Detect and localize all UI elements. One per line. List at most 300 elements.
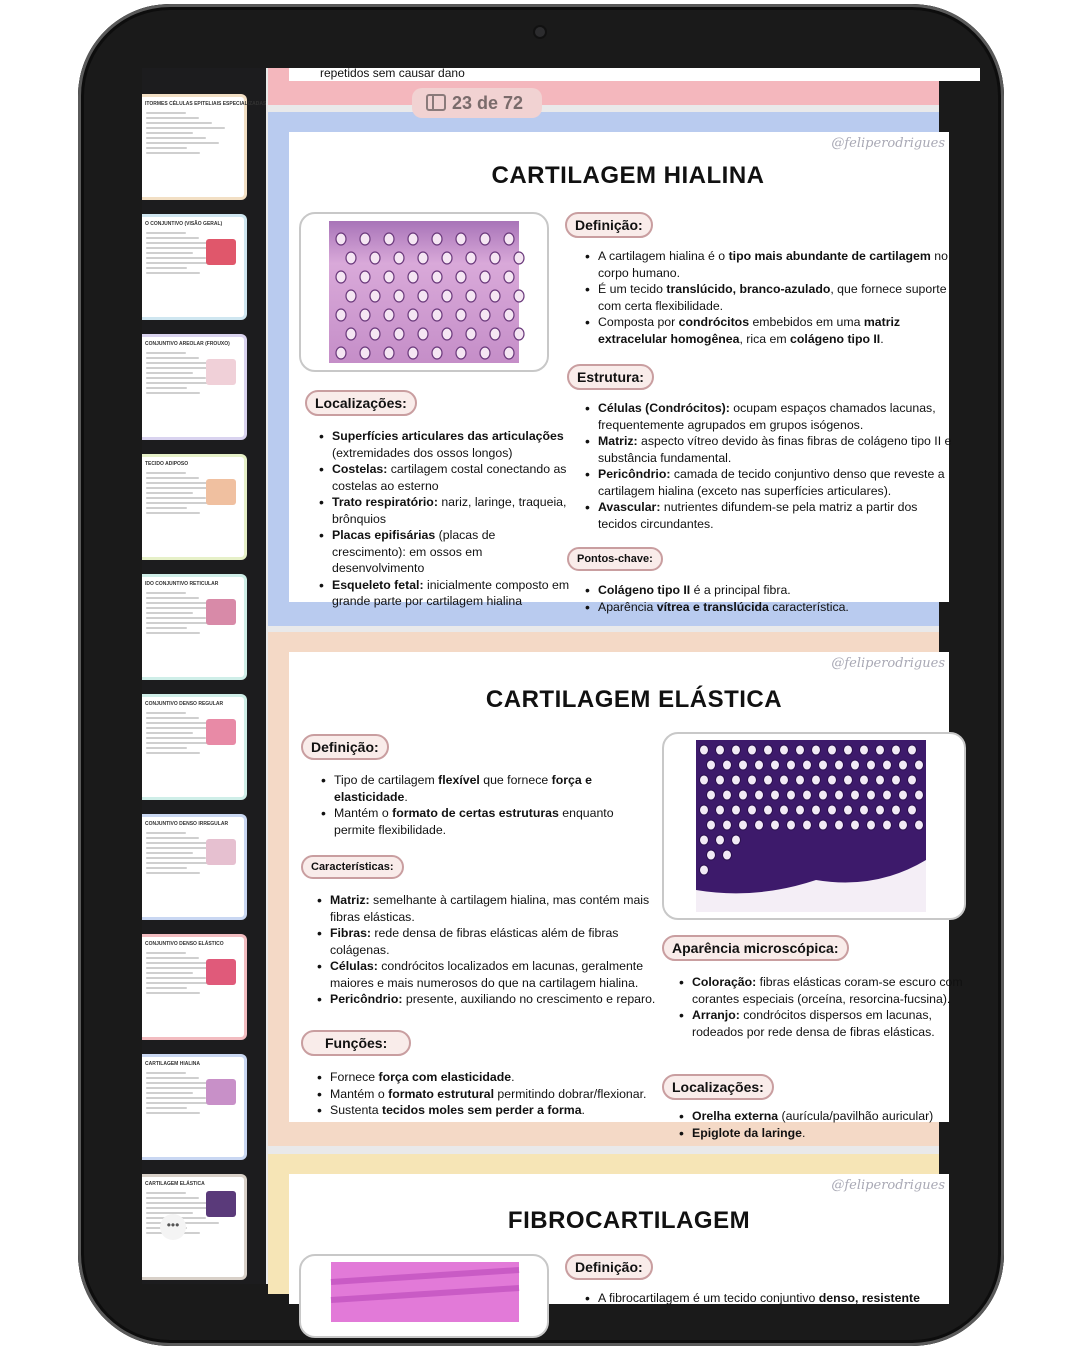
chondrocyte-lacuna	[851, 760, 860, 770]
elastic-cartilage-micrograph	[696, 740, 926, 912]
thumbnail-text-line	[146, 1107, 187, 1109]
slide-card	[289, 132, 952, 614]
chondrocyte-lacuna	[346, 252, 356, 264]
chondrocyte-lacuna	[370, 252, 380, 264]
page-indicator[interactable]	[412, 88, 542, 118]
list-item: • Fibras: rede densa de fibras elásticas além de fibras colágenas.	[330, 925, 668, 958]
chondrocyte-lacuna	[732, 835, 741, 845]
chondrocyte-lacuna	[360, 347, 370, 359]
pontos-chave-list	[583, 582, 958, 615]
thumbnail-text-line	[146, 732, 193, 734]
chondrocyte-lacuna	[700, 835, 709, 845]
chondrocyte-lacuna	[336, 233, 346, 245]
chondrocyte-lacuna	[787, 760, 796, 770]
thumbnail-text-line	[146, 1077, 199, 1079]
thumbnail-text-line	[146, 832, 186, 834]
caracteristicas-list	[315, 892, 668, 1008]
slide-fibrocartilagem	[268, 1154, 945, 1305]
thumbnail-text-line	[146, 627, 187, 629]
thumbnail-text-line	[146, 372, 193, 374]
thumbnail-image	[206, 839, 236, 865]
funcoes-list	[315, 1069, 668, 1119]
thumbnail-text-line	[146, 977, 206, 979]
chondrocyte-lacuna	[908, 775, 917, 785]
page-thumbnail[interactable]	[142, 694, 247, 800]
thumbnail-text-line	[146, 507, 187, 509]
thumbnail-text-line	[146, 512, 200, 514]
chondrocyte-lacuna	[819, 820, 828, 830]
list-item: • Pericôndrio: camada de tecido conjuntivo denso que reveste a cartilagem hialina (exceto nas superfícies articulares).	[598, 466, 958, 499]
thumbnail-text-line	[146, 477, 199, 479]
list-item: • Coloração: fibras elásticas coram-se escuro com corantes especiais (orceína, resorcina-fucsina).	[692, 974, 967, 1007]
list-item: • Orelha externa (aurícula/pavilhão auricular)	[692, 1108, 967, 1125]
page-indicator-text: 23 de 72	[452, 93, 524, 113]
thumbnail-image	[206, 479, 236, 505]
chondrocyte-lacuna	[456, 233, 466, 245]
chondrocyte-lacuna	[408, 347, 418, 359]
chondrocyte-lacuna	[707, 820, 716, 830]
histology-image-box	[299, 1254, 549, 1338]
list-item: • A fibrocartilagem é um tecido conjuntivo denso, resistente	[598, 1290, 978, 1307]
thumbnail-text-line	[146, 717, 199, 719]
thumbnail-text-line	[146, 952, 186, 954]
chondrocyte-lacuna	[480, 309, 490, 321]
chondrocyte-lacuna	[812, 775, 821, 785]
list-item: • Células: condrócitos localizados em lacunas, geralmente maiores e mais numerosos do que na cartilagem hialina.	[330, 958, 668, 991]
list-item: • Mantém o formato estrutural permitindo dobrar/flexionar.	[330, 1086, 668, 1103]
chondrocyte-lacuna	[851, 820, 860, 830]
list-item: • Matriz: aspecto vítreo devido às finas fibras de colágeno tipo II e substância fundamental.	[598, 433, 958, 466]
thumbnail-text-line	[146, 122, 212, 124]
thumbnail-image	[206, 1079, 236, 1105]
chondrocyte-lacuna	[876, 745, 885, 755]
chondrocyte-lacuna	[408, 233, 418, 245]
chondrocyte-lacuna	[466, 290, 476, 302]
chondrocyte-lacuna	[915, 760, 924, 770]
chondrocyte-lacuna	[908, 745, 917, 755]
definicao-list	[319, 772, 654, 838]
chondrocyte-lacuna	[819, 790, 828, 800]
chondrocyte-lacuna	[892, 805, 901, 815]
chondrocyte-lacuna	[860, 805, 869, 815]
chondrocyte-lacuna	[432, 309, 442, 321]
thumbnail-text-line	[146, 597, 199, 599]
slide-cartilagem-elastica	[268, 632, 963, 1146]
chondrocyte-lacuna	[384, 233, 394, 245]
thumbnail-title: CONJUNTIVO DENSO ELÁSTICO	[145, 941, 224, 947]
thumbnail-image	[206, 719, 236, 745]
chondrocyte-lacuna	[418, 290, 428, 302]
thumbnail-text-line	[146, 1192, 186, 1194]
thumbnail-title: CONJUNTIVO DENSO REGULAR	[145, 701, 224, 707]
chondrocyte-lacuna	[844, 775, 853, 785]
list-item: • Aparência vítrea e translúcida característica.	[598, 599, 958, 616]
chondrocyte-lacuna	[723, 790, 732, 800]
thumbnail-image	[206, 959, 236, 985]
list-item: • Mantém o formato de certas estruturas enquanto permite flexibilidade.	[334, 805, 654, 838]
chondrocyte-lacuna	[915, 820, 924, 830]
thumbnail-text-line	[146, 987, 187, 989]
thumbnail-text-line	[146, 1197, 199, 1199]
chondrocyte-lacuna	[346, 328, 356, 340]
thumbnail-text-line	[146, 842, 212, 844]
fibrocartilage-micrograph	[331, 1262, 519, 1322]
thumbnail-text-line	[146, 242, 212, 244]
chondrocyte-lacuna	[803, 790, 812, 800]
thumbnail-text-line	[146, 232, 186, 234]
thumbnail-text-line	[146, 712, 186, 714]
chondrocyte-lacuna	[360, 271, 370, 283]
chondrocyte-lacuna	[835, 820, 844, 830]
thumbnail-text-line	[146, 872, 200, 874]
chondrocyte-lacuna	[867, 820, 876, 830]
chondrocyte-lacuna	[771, 790, 780, 800]
thumbnail-text-line	[146, 737, 206, 739]
page-thumbnail[interactable]	[142, 814, 247, 920]
chondrocyte-lacuna	[899, 790, 908, 800]
thumbnail-text-line	[146, 852, 193, 854]
chondrocyte-lacuna	[883, 790, 892, 800]
thumbnail-text-line	[146, 747, 187, 749]
chondrocyte-lacuna	[384, 309, 394, 321]
chondrocyte-lacuna	[835, 760, 844, 770]
thumbnail-title: IDO CONJUNTIVO RETICULAR	[145, 581, 219, 587]
section-label-definicao: Definição:	[565, 212, 653, 238]
chondrocyte-lacuna	[408, 271, 418, 283]
section-label-definicao: Definição:	[301, 734, 389, 760]
more-options-button[interactable]: •••	[160, 1214, 186, 1240]
thumbnail-text-line	[146, 272, 200, 274]
chondrocyte-lacuna	[442, 328, 452, 340]
thumbnail-text-line	[146, 152, 200, 154]
chondrocyte-lacuna	[796, 775, 805, 785]
chondrocyte-lacuna	[370, 328, 380, 340]
chondrocyte-lacuna	[456, 347, 466, 359]
camera-icon	[535, 27, 545, 37]
chondrocyte-lacuna	[899, 760, 908, 770]
thumbnail-text-line	[146, 632, 200, 634]
chondrocyte-lacuna	[700, 805, 709, 815]
chondrocyte-lacuna	[432, 347, 442, 359]
histology-image-box	[662, 732, 966, 920]
chondrocyte-lacuna	[442, 290, 452, 302]
localizacoes-list	[317, 428, 572, 610]
chondrocyte-lacuna	[908, 805, 917, 815]
page-thumbnail[interactable]	[142, 1174, 247, 1280]
watermark: @feliperodrigues	[831, 1178, 945, 1193]
chondrocyte-lacuna	[490, 252, 500, 264]
slide-card	[289, 652, 963, 1140]
thumbnail-text-line	[146, 127, 225, 129]
section-label-caracteristicas: Características:	[301, 855, 404, 879]
chondrocyte-lacuna	[732, 745, 741, 755]
list-item: • Avascular: nutrientes difundem-se pela matriz a partir dos tecidos circundantes.	[598, 499, 958, 532]
chondrocyte-lacuna	[360, 309, 370, 321]
page-thumbnail[interactable]	[142, 1054, 247, 1160]
chondrocyte-lacuna	[707, 760, 716, 770]
chondrocyte-lacuna	[915, 790, 924, 800]
chondrocyte-lacuna	[787, 790, 796, 800]
thumbnail-sidebar[interactable]	[142, 68, 266, 1284]
chondrocyte-lacuna	[716, 805, 725, 815]
chondrocyte-lacuna	[755, 790, 764, 800]
chondrocyte-lacuna	[514, 290, 524, 302]
chondrocyte-lacuna	[844, 745, 853, 755]
chondrocyte-lacuna	[456, 271, 466, 283]
thumbnail-image	[206, 239, 236, 265]
document-view[interactable]	[266, 66, 963, 1305]
thumbnail-text-line	[146, 117, 199, 119]
page-thumbnail[interactable]	[142, 934, 247, 1040]
chondrocyte-lacuna	[803, 820, 812, 830]
list-item: • Células (Condrócitos): ocupam espaços chamados lacunas, frequentemente agrupados em grupos isógenos.	[598, 400, 958, 433]
chondrocyte-lacuna	[883, 820, 892, 830]
page-thumbnail[interactable]	[142, 94, 267, 200]
list-item: • A cartilagem hialina é o tipo mais abundante de cartilagem no corpo humano.	[598, 248, 958, 281]
thumbnail-text-line	[146, 237, 199, 239]
thumbnail-text-line	[146, 602, 212, 604]
hyaline-cartilage-micrograph	[329, 221, 519, 363]
previous-page-slide	[268, 68, 939, 105]
previous-page-text: repetidos sem causar dano	[289, 68, 980, 81]
list-item: • Arranjo: condrócitos dispersos em lacunas, rodeados por rede densa de fibras elásticas.	[692, 1007, 967, 1040]
chondrocyte-lacuna	[739, 820, 748, 830]
thumbnail-text-line	[146, 867, 187, 869]
thumbnail-title: ITORMES CÉLULAS EPITELIAIS ESPECIALIZADAS	[145, 101, 267, 107]
chondrocyte-lacuna	[466, 328, 476, 340]
definicao-list	[583, 248, 958, 350]
chondrocyte-lacuna	[883, 760, 892, 770]
thumbnail-text-line	[146, 617, 206, 619]
chondrocyte-lacuna	[394, 290, 404, 302]
chondrocyte-lacuna	[432, 271, 442, 283]
list-item: • Trato respiratório: nariz, laringe, traqueia, brônquios	[332, 494, 572, 527]
list-item: • Colágeno tipo II é a principal fibra.	[598, 582, 958, 599]
chondrocyte-lacuna	[755, 820, 764, 830]
chondrocyte-lacuna	[700, 865, 709, 875]
chondrocyte-lacuna	[860, 745, 869, 755]
list-item: • Matriz: semelhante à cartilagem hialina, mas contém mais fibras elásticas.	[330, 892, 668, 925]
chondrocyte-lacuna	[336, 271, 346, 283]
chondrocyte-lacuna	[828, 775, 837, 785]
chondrocyte-lacuna	[504, 347, 514, 359]
chondrocyte-lacuna	[360, 233, 370, 245]
chondrocyte-lacuna	[490, 290, 500, 302]
chondrocyte-lacuna	[504, 309, 514, 321]
chondrocyte-lacuna	[336, 347, 346, 359]
thumbnail-title: CARTILAGEM ELÁSTICA	[145, 1181, 205, 1187]
thumbnail-text-line	[146, 482, 212, 484]
chondrocyte-lacuna	[700, 745, 709, 755]
section-label-localizacoes: Localizações:	[662, 1074, 774, 1100]
list-item: • Superfícies articulares das articulações (extremidades dos ossos longos)	[332, 428, 572, 461]
chondrocyte-lacuna	[748, 775, 757, 785]
chondrocyte-lacuna	[819, 760, 828, 770]
thumbnail-text-line	[146, 972, 193, 974]
chondrocyte-lacuna	[716, 745, 725, 755]
pdf-viewer-screen	[142, 66, 963, 1305]
slide-title: CARTILAGEM ELÁSTICA	[485, 686, 783, 713]
thumbnail-text-line	[146, 252, 193, 254]
section-label-estrutura: Estrutura:	[567, 364, 654, 390]
chondrocyte-lacuna	[851, 790, 860, 800]
list-item: • É um tecido translúcido, branco-azulado, que fornece suporte com certa flexibilidade.	[598, 281, 958, 314]
chondrocyte-lacuna	[707, 850, 716, 860]
chondrocyte-lacuna	[370, 290, 380, 302]
page-thumbnail[interactable]	[142, 334, 247, 440]
chondrocyte-lacuna	[771, 820, 780, 830]
thumbnail-text-line	[146, 1097, 206, 1099]
thumbnail-text-line	[146, 1072, 186, 1074]
aparencia-list	[677, 974, 967, 1056]
section-label-funcoes: Funções:	[301, 1030, 411, 1056]
chondrocyte-lacuna	[860, 775, 869, 785]
chondrocyte-lacuna	[748, 805, 757, 815]
chondrocyte-lacuna	[716, 835, 725, 845]
chondrocyte-lacuna	[480, 233, 490, 245]
thumbnail-image	[206, 599, 236, 625]
thumbnail-text-line	[146, 377, 206, 379]
thumbnail-text-line	[146, 837, 199, 839]
thumbnail-text-line	[146, 1082, 212, 1084]
chondrocyte-lacuna	[732, 805, 741, 815]
thumbnail-text-line	[146, 392, 200, 394]
thumbnail-text-line	[146, 612, 193, 614]
chondrocyte-lacuna	[723, 760, 732, 770]
chondrocyte-lacuna	[787, 820, 796, 830]
chondrocyte-lacuna	[732, 775, 741, 785]
chondrocyte-lacuna	[796, 745, 805, 755]
chondrocyte-lacuna	[466, 252, 476, 264]
chondrocyte-lacuna	[432, 233, 442, 245]
chondrocyte-lacuna	[780, 745, 789, 755]
chondrocyte-lacuna	[480, 271, 490, 283]
section-label-localizacoes: Localizações:	[305, 390, 417, 416]
thumbnail-text-line	[146, 147, 187, 149]
histology-image-box	[299, 212, 549, 372]
list-item: • Composta por condrócitos embebidos em uma matriz extracelular homogênea, rica em colágeno tipo II.	[598, 314, 958, 347]
thumbnail-text-line	[146, 387, 187, 389]
thumbnail-text-line	[146, 132, 193, 134]
thumbnail-text-line	[146, 1112, 200, 1114]
chondrocyte-lacuna	[828, 745, 837, 755]
list-item: • Tipo de cartilagem flexível que fornece força e elasticidade.	[334, 772, 654, 805]
chondrocyte-lacuna	[504, 233, 514, 245]
chondrocyte-lacuna	[812, 805, 821, 815]
chondrocyte-lacuna	[867, 760, 876, 770]
chondrocyte-lacuna	[892, 775, 901, 785]
sidebar-toggle-icon	[426, 94, 446, 111]
estrutura-list	[583, 400, 958, 534]
chondrocyte-lacuna	[764, 805, 773, 815]
list-item: • Sustenta tecidos moles sem perder a forma.	[330, 1102, 668, 1119]
thumbnail-text-line	[146, 257, 206, 259]
localizacoes-list	[677, 1108, 967, 1142]
chondrocyte-lacuna	[723, 820, 732, 830]
slide-cartilagem-hialina	[268, 112, 952, 626]
thumbnail-text-line	[146, 962, 212, 964]
thumbnail-title: TECIDO ADIPOSO	[145, 461, 189, 467]
thumbnail-text-line	[146, 112, 186, 114]
list-item: • Epiglote da laringe.	[692, 1125, 967, 1142]
thumbnail-text-line	[146, 362, 212, 364]
page-thumbnail[interactable]	[142, 574, 247, 680]
chondrocyte-lacuna	[828, 805, 837, 815]
thumbnail-text-line	[146, 957, 199, 959]
chondrocyte-lacuna	[803, 760, 812, 770]
chondrocyte-lacuna	[899, 820, 908, 830]
thumbnail-text-line	[146, 752, 200, 754]
thumbnail-title: O CONJUNTIVO (VISÃO GERAL)	[145, 221, 223, 227]
thumbnail-text-line	[146, 1092, 193, 1094]
chondrocyte-lacuna	[700, 775, 709, 785]
thumbnail-text-line	[146, 497, 206, 499]
chondrocyte-lacuna	[514, 252, 524, 264]
list-item: • Costelas: cartilagem costal conectando as costelas ao esterno	[332, 461, 572, 494]
list-item: • Pericôndrio: presente, auxiliando no crescimento e reparo.	[330, 991, 668, 1008]
page-thumbnail[interactable]	[142, 214, 247, 320]
chondrocyte-lacuna	[346, 290, 356, 302]
chondrocyte-lacuna	[336, 309, 346, 321]
thumbnail-text-line	[146, 722, 212, 724]
thumbnail-text-line	[146, 1202, 212, 1204]
chondrocyte-lacuna	[844, 805, 853, 815]
chondrocyte-lacuna	[418, 328, 428, 340]
thumbnail-text-line	[146, 592, 186, 594]
chondrocyte-lacuna	[876, 805, 885, 815]
chondrocyte-lacuna	[716, 775, 725, 785]
thumbnail-title: CONJUNTIVO AREOLAR (FROUXO)	[145, 341, 230, 347]
slide-card	[289, 1174, 949, 1304]
chondrocyte-lacuna	[755, 760, 764, 770]
section-label-definicao: Definição:	[565, 1254, 653, 1280]
watermark: @feliperodrigues	[831, 136, 945, 151]
thumbnail-image	[206, 359, 236, 385]
chondrocyte-lacuna	[723, 850, 732, 860]
chondrocyte-lacuna	[384, 347, 394, 359]
chondrocyte-lacuna	[384, 271, 394, 283]
thumbnail-title: CONJUNTIVO DENSO IRREGULAR	[145, 821, 229, 827]
chondrocyte-lacuna	[748, 745, 757, 755]
section-label-pontos-chave: Pontos-chave:	[567, 547, 663, 571]
list-item: • Esqueleto fetal: inicialmente composto em grande parte por cartilagem hialina	[332, 577, 572, 610]
chondrocyte-lacuna	[771, 760, 780, 770]
thumbnail-text-line	[146, 992, 200, 994]
chondrocyte-lacuna	[408, 309, 418, 321]
list-item: • Fornece força com elasticidade.	[330, 1069, 668, 1086]
thumbnail-text-line	[146, 492, 193, 494]
thumbnail-image	[206, 1191, 236, 1217]
chondrocyte-lacuna	[504, 271, 514, 283]
chondrocyte-lacuna	[867, 790, 876, 800]
slide-title: CARTILAGEM HIALINA	[491, 162, 765, 189]
thumbnail-text-line	[146, 142, 219, 144]
chondrocyte-lacuna	[442, 252, 452, 264]
chondrocyte-lacuna	[780, 805, 789, 815]
page-thumbnail[interactable]	[142, 454, 247, 560]
chondrocyte-lacuna	[892, 745, 901, 755]
chondrocyte-lacuna	[480, 347, 490, 359]
list-item: • Placas epifisárias (placas de crescimento): em ossos em desenvolvimento	[332, 527, 572, 577]
definicao-list	[583, 1290, 978, 1307]
chondrocyte-lacuna	[456, 309, 466, 321]
chondrocyte-lacuna	[394, 328, 404, 340]
thumbnail-text-line	[146, 352, 186, 354]
thumbnail-title: CARTILAGEM HIALINA	[145, 1061, 200, 1067]
chondrocyte-lacuna	[418, 252, 428, 264]
slide-title: FIBROCARTILAGEM	[507, 1207, 751, 1234]
chondrocyte-lacuna	[739, 790, 748, 800]
